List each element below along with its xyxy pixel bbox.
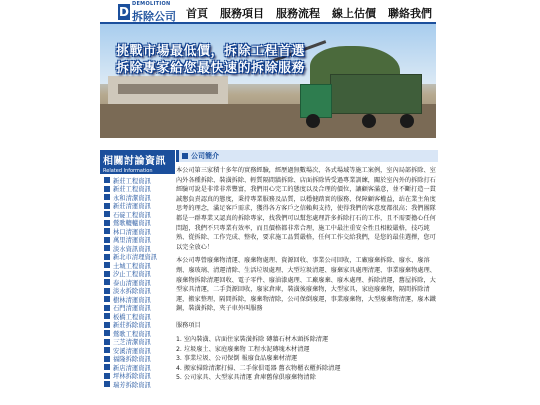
square-bullet-icon bbox=[104, 288, 110, 294]
square-bullet-icon bbox=[104, 228, 110, 234]
sidebar-item[interactable] bbox=[104, 304, 175, 312]
sidebar-item-label: 新莊清運資訊 bbox=[113, 203, 151, 210]
sidebar-item-label: 淡水拆除資訊 bbox=[113, 288, 151, 295]
sidebar-item[interactable] bbox=[104, 202, 175, 210]
square-bullet-icon bbox=[104, 186, 110, 192]
square-bullet-icon bbox=[104, 347, 110, 353]
service-item: 5. 公司家具、大型家具清運 倉庫舊傢俱廢棄物清除 bbox=[176, 374, 316, 382]
services-paragraph: 本公司專營廢棄物清運、廢棄物處理、資源回收、事業公司回收，工廠廢棄拆除、廢水、廢溶劑、廢玻璃、清運清除、生活垃圾處理、大型垃圾清運、廢棄家具處理清運、事業廢棄物處理、廢棄物拆除清運回收、電子零件、廢油漆處理、工廠廢棄、廢木處理、拆除清運，舊屋拆除，大型家具清運，二手貨源回收，廢家倉庫，裝潢後廢棄物，大型家具，家庭廢棄物，隔間拆除清運，搬家整理，隔間拆除，廢棄物清除，公司保倒廢運，事業廢棄物，大型廢棄物清運，廢木鐵銅，裝潢拆除，夾子車外叫服務 bbox=[176, 257, 436, 313]
square-bullet-icon bbox=[104, 313, 110, 319]
nav-services[interactable]: 服務項目 bbox=[220, 7, 264, 20]
nav-quote[interactable]: 線上估價 bbox=[332, 7, 376, 20]
sidebar-item[interactable] bbox=[104, 287, 175, 295]
sidebar-item-label: 永和清潔資訊 bbox=[113, 194, 151, 202]
hero-banner bbox=[100, 24, 436, 138]
square-bullet-icon bbox=[104, 271, 110, 277]
square-bullet-icon bbox=[104, 296, 110, 302]
sidebar-item[interactable] bbox=[104, 372, 175, 380]
sidebar-item[interactable] bbox=[104, 295, 175, 303]
sidebar-item[interactable] bbox=[104, 278, 175, 286]
main-nav bbox=[180, 5, 438, 21]
service-item: 1. 室內裝潢、店面住家裝潢拆除 磚牆石材木頭拆除清運 bbox=[176, 335, 329, 343]
square-bullet-icon bbox=[104, 194, 110, 200]
brand-name-en: DEMOLITION bbox=[132, 0, 171, 7]
sidebar-item[interactable] bbox=[104, 346, 175, 354]
square-bullet-icon bbox=[104, 279, 110, 285]
sidebar-item-label: 石碇工程資訊 bbox=[113, 211, 151, 219]
square-bullet-icon bbox=[104, 203, 110, 209]
square-bullet-icon bbox=[104, 177, 110, 183]
sidebar-item-label: 新莊拆除資訊 bbox=[113, 322, 151, 329]
logo-mark-icon: D bbox=[119, 5, 129, 19]
sidebar-item-label: 新莊工程資訊 bbox=[113, 177, 151, 185]
sidebar bbox=[100, 150, 175, 389]
sidebar-item[interactable] bbox=[104, 261, 175, 269]
nav-home[interactable]: 首頁 bbox=[186, 7, 208, 20]
sidebar-item-label: 新北市清理資訊 bbox=[113, 254, 158, 261]
banner-truck-cab bbox=[300, 84, 332, 118]
section-title: 公司簡介 bbox=[191, 152, 219, 160]
truck-wheel-icon bbox=[306, 114, 320, 128]
sidebar-list bbox=[100, 176, 175, 388]
sidebar-item-label: 新莊工程資訊 bbox=[113, 186, 151, 193]
square-bullet-icon bbox=[104, 356, 110, 362]
services-heading: 服務項目 bbox=[176, 321, 201, 329]
sidebar-item[interactable] bbox=[104, 193, 175, 201]
truck-wheel-icon bbox=[362, 114, 376, 128]
square-bullet-icon bbox=[104, 339, 110, 345]
sidebar-item-label: 土城工程資訊 bbox=[113, 262, 151, 270]
sidebar-item-label: 汐止工程資訊 bbox=[113, 271, 151, 278]
service-item: 3. 事業垃圾、公司保倒 報廢食品廢棄材清運 bbox=[176, 355, 298, 363]
square-bullet-icon bbox=[104, 364, 110, 370]
sidebar-item[interactable] bbox=[104, 312, 175, 320]
square-bullet-icon bbox=[104, 381, 110, 387]
sidebar-item[interactable] bbox=[104, 338, 175, 346]
square-bullet-icon bbox=[104, 373, 110, 379]
sidebar-item-label: 石門清運資訊 bbox=[113, 305, 151, 312]
sidebar-item[interactable] bbox=[104, 176, 175, 184]
sidebar-item[interactable] bbox=[104, 227, 175, 235]
sidebar-item-label: 林口清運資訊 bbox=[113, 228, 151, 236]
sidebar-item[interactable] bbox=[104, 355, 175, 363]
section-header bbox=[176, 150, 438, 162]
sidebar-item-label: 新店清運資訊 bbox=[113, 364, 151, 372]
square-bullet-icon bbox=[104, 245, 110, 251]
sidebar-item-label: 樹林清運資訊 bbox=[113, 296, 151, 304]
sidebar-header bbox=[100, 150, 175, 174]
sidebar-item-label: 瑞芳拆除資訊 bbox=[113, 381, 151, 389]
sidebar-item-label: 板橋工程資訊 bbox=[113, 313, 151, 321]
sidebar-item-label: 福隆拆除資訊 bbox=[113, 356, 151, 363]
sidebar-item[interactable] bbox=[104, 380, 175, 388]
sidebar-item[interactable] bbox=[104, 210, 175, 218]
banner-truck-bed bbox=[330, 74, 422, 114]
sidebar-item-label: 安溪清運資訊 bbox=[113, 347, 151, 355]
square-bullet-icon bbox=[104, 330, 110, 336]
nav-contact[interactable]: 聯絡我們 bbox=[388, 7, 432, 20]
sidebar-item-label: 萬里清運資訊 bbox=[113, 237, 151, 244]
sidebar-item[interactable] bbox=[104, 219, 175, 227]
sidebar-item[interactable] bbox=[104, 329, 175, 337]
logo-text bbox=[132, 1, 176, 24]
truck-wheel-icon bbox=[400, 114, 414, 128]
square-bullet-icon bbox=[104, 262, 110, 268]
square-bullet-icon bbox=[104, 322, 110, 328]
nav-process[interactable]: 服務流程 bbox=[276, 7, 320, 20]
intro-paragraph: 本公司第三家積十多年的實務經驗，經歷過無數場次、各式場域等施工案例，室內局部拆除、室內外各種拆除、裝潢拆除、輕質隔間牆拆除、店面拆除皆受過專業訓練，關於室內外的拆除打石經驗可說是非常非常豐富，我們用心完工的態度以及合理的價位，讓顧客滿意，並不斷打造一貫誠懇負責認真的態度，秉持專業服務及品質，以穩健踏實的服務，保障顧客權益，站在業主角度思考的理念，滿足客戶需求，獲得各方客戶之信賴與支持，使得我們的客意度都很高；我們團隊都是一群專業又認真的拆除專家，找我們可以幫您處理許多拆除打石的工作，且不需要擔心任何問題，我們不只專業有效率，而且價格都非常合理，施工中最注重安全性且相較嚴格，技巧純熟、從拆除、工作完成、整收，要求施工品質嚴格，任何工作交給我們，是您的最佳選擇，您可以完全放心！ bbox=[176, 167, 436, 251]
main-content bbox=[176, 150, 438, 405]
sidebar-item-label: 淡水資訊資訊 bbox=[113, 245, 151, 253]
banner-headline-1: 挑戰市場最低價，拆除工程首選 bbox=[116, 44, 306, 59]
sidebar-item-label: 泰山清運資訊 bbox=[113, 279, 151, 287]
sidebar-item-label: 坪林拆除資訊 bbox=[113, 373, 151, 380]
sidebar-item[interactable] bbox=[104, 236, 175, 244]
services-list bbox=[176, 335, 438, 383]
sidebar-item-label: 鶯歌工程資訊 bbox=[113, 330, 151, 338]
square-bullet-icon bbox=[104, 237, 110, 243]
service-item: 4. 搬家掃除清潔打掃、二手傢俱電器 舊衣物櫃衣櫃拆除清運 bbox=[176, 364, 341, 372]
sidebar-title: 相關討論資訊 bbox=[103, 156, 166, 167]
sidebar-item[interactable] bbox=[104, 363, 175, 371]
sidebar-subtitle: Related Information bbox=[103, 168, 153, 174]
sidebar-item[interactable] bbox=[104, 253, 175, 261]
brand-logo[interactable] bbox=[118, 0, 176, 23]
sidebar-item[interactable] bbox=[104, 185, 175, 193]
square-bullet-icon bbox=[104, 305, 110, 311]
site-header bbox=[0, 0, 540, 24]
section-square-icon bbox=[182, 153, 188, 159]
sidebar-item[interactable] bbox=[104, 244, 175, 252]
brand-name-zh: 拆除公司 bbox=[132, 9, 176, 23]
sidebar-item[interactable] bbox=[104, 270, 175, 278]
square-bullet-icon bbox=[104, 220, 110, 226]
square-bullet-icon bbox=[104, 254, 110, 260]
sidebar-item-label: 三芝清潔資訊 bbox=[113, 339, 151, 346]
sidebar-item-label: 鶯歌轆轤資訊 bbox=[113, 220, 151, 227]
sidebar-item[interactable] bbox=[104, 321, 175, 329]
banner-headline-2: 拆除專家給您最快速的拆除服務 bbox=[116, 61, 306, 76]
square-bullet-icon bbox=[104, 211, 110, 217]
service-item: 2. 垃圾廢土、家庭廢棄物 工程水泥磚塊木材清運 bbox=[176, 345, 310, 353]
